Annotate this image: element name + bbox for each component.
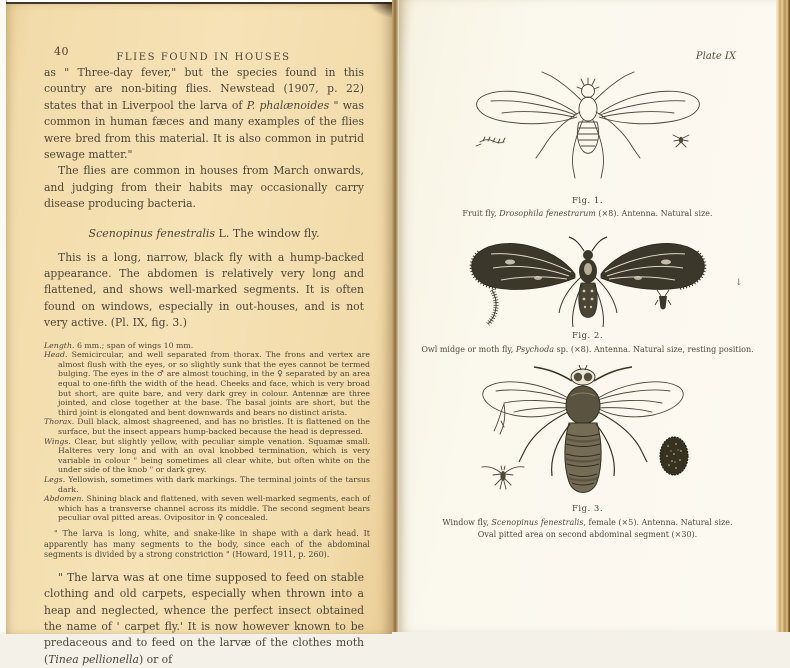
page-number: 40 <box>54 45 69 58</box>
heading-rest: L. The window fly. <box>215 226 320 240</box>
left-page <box>6 2 392 666</box>
fig3-caption <box>399 517 776 529</box>
fig2-body <box>559 237 617 327</box>
species-name-italic: P. phalænoides <box>246 98 330 112</box>
fruit-fly-drawing-icon <box>458 60 718 194</box>
fig2-left-wing <box>471 243 574 289</box>
fig3-head <box>571 365 595 385</box>
item-label: Length. <box>44 340 75 350</box>
fig3-natural-size-fly-icon <box>482 466 524 489</box>
paragraph-text: as " Three-day fever," but the species found in this country are non-biting flies. Newstead (1907, p. 22) states that in Liverpool the larva of <box>44 66 364 112</box>
fig3-abdomen <box>564 423 600 493</box>
fig2-resting-fly-icon <box>655 290 671 310</box>
paragraph-fever <box>44 65 364 163</box>
list-item-wings <box>44 437 370 475</box>
list-item-legs <box>44 475 370 494</box>
fig1-label: Fig. 1. <box>571 196 604 206</box>
item-text: Semicircular, and well separated from thorax. The frons and vertex are almost flush with the eyes, or so slightly sunk that the eyes cannot be termed bulging. The eyes in the ♂ are almost touching, in the ♀ separated by an area equal to one-fifth the width of the head. Cheeks and face, which is very broad but short, are quite bare, and very dark grey in colour. Antennæ are three jointed, and close together at the base. The basal joints are short, but the third joint is elongated and bent downwards and bears no distinct arista. <box>58 350 370 417</box>
paragraph-text: ) or of <box>138 652 173 666</box>
right-page-plate <box>399 0 776 632</box>
species-name-italic: Scenopinus fenestralis <box>491 518 584 527</box>
fig1-illustration <box>399 60 776 194</box>
plate-label: Plate IX <box>695 51 736 62</box>
paragraph-text: " was common in human fæces and many examples of the flies were bred from this material. It is also common in putrid sewage matter." <box>44 98 364 162</box>
list-item-thorax <box>44 417 370 436</box>
paragraph-description: This is a long, narrow, black fly with a hump-backed appearance. The abdomen is relatively very long and flattened, and shows well-marked segments. It is often found on windows, especially in out-houses, and is not very active. (Pl. IX, fig. 3.) <box>44 250 364 330</box>
fig3-illustration <box>399 364 776 504</box>
caption-text: Owl midge or moth fly, <box>421 345 516 354</box>
caption-text: Window fly, <box>442 518 492 527</box>
item-text: Shining black and flattened, with seven well-marked segments, each of which has a transverse channel across its middle. The second segment bears peculiar oval pitted areas. Ovipositor in ♀ concealed. <box>58 494 370 523</box>
species-name-italic: Psychoda <box>515 345 554 354</box>
list-item-head <box>44 350 370 417</box>
fig3-caption-line2: Oval pitted area on second abdominal segment (×30). <box>477 530 698 539</box>
species-name-italic: Drosophila fenestrarum <box>499 209 596 218</box>
fig3-pitted-area-icon <box>660 437 688 475</box>
item-label: Head. <box>44 350 68 360</box>
book-gutter <box>392 0 399 632</box>
caption-text: , female (×5). Antenna. Natural size. <box>583 518 733 527</box>
list-item-abdomen <box>44 494 370 523</box>
fig1-natural-size-fly-icon <box>673 135 689 147</box>
page-edge-stack <box>776 0 790 632</box>
running-header: FLIES FOUND IN HOUSES <box>116 52 291 63</box>
species-name-italic: Tinea pellionella <box>48 652 139 666</box>
morphology-list <box>44 341 370 523</box>
fig3-label: Fig. 3. <box>571 504 604 514</box>
fig2-caption <box>399 344 776 356</box>
left-page-body <box>44 65 371 668</box>
item-label: Thorax. <box>44 417 75 427</box>
item-label: Wings. <box>44 436 71 446</box>
fig1-caption <box>399 208 776 220</box>
paragraph-text: " The larva was at one time supposed to feed on stable clothing and old carpets, especially when thrown into a heap and neglected, whence the perfect insect obtained the name of ' carpet fly.' It is now however known to be predaceous and to feed on the larvæ of the clothes moth ( <box>44 570 364 666</box>
owl-midge-drawing-icon <box>458 228 718 330</box>
caption-text: Fruit fly, <box>462 209 500 218</box>
caption-text: (×8). Antenna. Natural size. <box>595 209 713 218</box>
fig1-antenna-detail-icon <box>476 137 505 146</box>
paragraph-carpet-fly <box>44 570 364 668</box>
item-text: 6 mm.; span of wings 10 mm. <box>76 340 194 350</box>
quote-larva: " The larva is long, white, and snake-like in shape with a dark head. It apparently has many segments to the body, since each of the abdominal segments is divided by a strong constriction " (Howard, 1911, p. 260). <box>44 528 370 560</box>
section-heading <box>44 227 364 240</box>
item-label: Abdomen. <box>44 494 84 504</box>
item-text: Yellowish, sometimes with dark markings. The terminal joints of the tarsus dark. <box>58 475 371 494</box>
fig2-label: Fig. 2. <box>571 331 604 341</box>
item-text: Dull black, almost shagreened, and has no bristles. It is flattened on the surface, but the insect appears hump-backed because the head is depressed. <box>58 417 371 437</box>
fig2-illustration <box>399 228 776 330</box>
item-text: Clear, but slightly yellow, with peculiar simple venation. Squamæ small. Halteres very long and with an oval knobbed termination, which is very variable in colour " being sometimes all clear white, but often white on the under side of the knob " or dark grey. <box>58 436 370 475</box>
page-header <box>44 45 363 64</box>
paragraph-common-houses: The flies are common in houses from March onwards, and judging from their habits may occasionally carry disease producing bacteria. <box>44 164 364 211</box>
natural-size-mark: ↓ <box>735 278 743 288</box>
caption-text: sp. (×8). Antenna. Natural size, resting position. <box>554 345 754 354</box>
fig2-antenna-detail-icon <box>488 290 496 324</box>
window-fly-drawing-icon <box>468 364 708 504</box>
fig2-right-wing <box>601 243 704 289</box>
item-label: Legs. <box>44 475 66 484</box>
list-item-length <box>44 341 370 351</box>
species-name-italic: Scenopinus fenestralis <box>88 226 216 240</box>
